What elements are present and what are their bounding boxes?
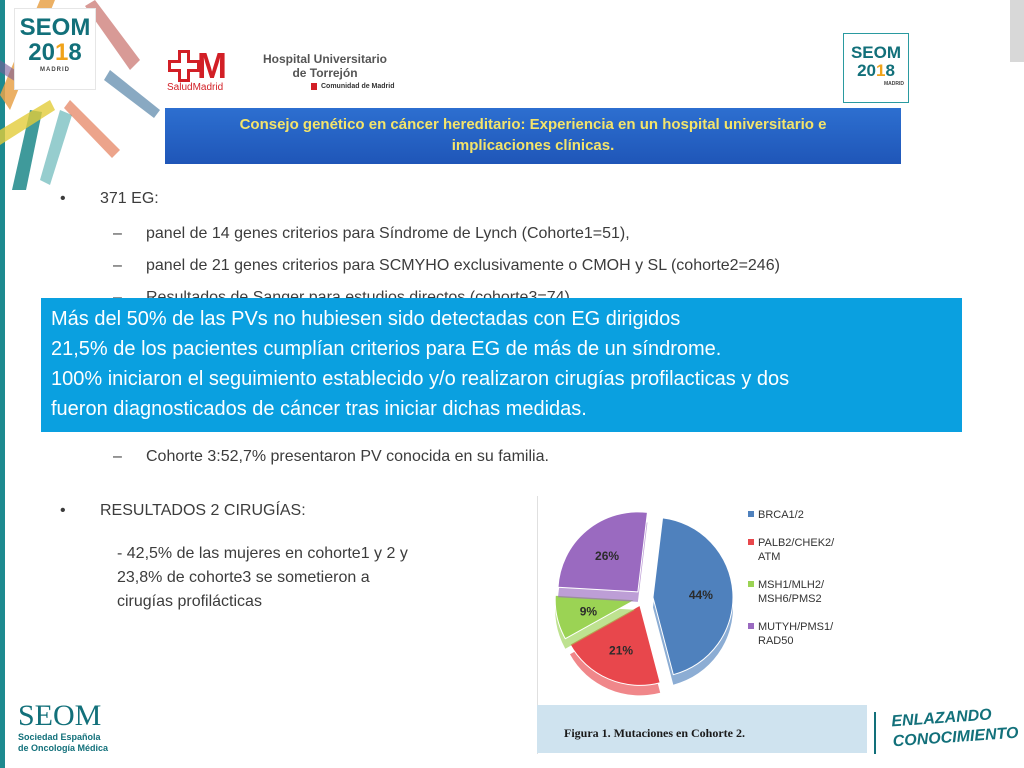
highlight-line: 21,5% de los pacientes cumplían criterios para EG de más de un síndrome. bbox=[51, 338, 722, 360]
legend-label: BRCA1/2 bbox=[758, 509, 804, 521]
legend-swatch bbox=[748, 511, 754, 517]
bullet-icon: • bbox=[60, 502, 66, 519]
seom-society-logo: SEOM Sociedad Española de Oncología Médica bbox=[18, 700, 118, 754]
legend-label: RAD50 bbox=[758, 635, 794, 647]
pie-data-label: 26% bbox=[595, 549, 620, 564]
salud-madrid-label: SaludMadrid bbox=[167, 82, 224, 93]
seom-logo-city: MADRID bbox=[884, 81, 904, 87]
slide-title-line1: Consejo genético en cáncer hereditario: Experiencia en un hospital universitario e bbox=[239, 116, 827, 133]
dash-icon: – bbox=[113, 448, 122, 465]
seom-logo-text: SEOM bbox=[19, 14, 91, 41]
highlight-callout bbox=[41, 298, 962, 432]
enlazando-divider bbox=[874, 712, 876, 754]
legend-label: ATM bbox=[758, 551, 781, 563]
hospital-header bbox=[165, 46, 421, 98]
highlight-line: 100% iniciaron el seguimiento establecido y/o realizaron cirugías profilacticas y dos bbox=[51, 368, 790, 390]
legend-swatch bbox=[748, 539, 754, 545]
pie-data-label: 44% bbox=[688, 588, 713, 603]
seom-2018-logo-right bbox=[843, 33, 909, 103]
slide-title-line2: implicaciones clínicas. bbox=[451, 137, 615, 154]
dash-icon: – bbox=[113, 225, 122, 242]
seom-society-name: SEOM bbox=[18, 699, 102, 732]
legend-label: MUTYH/PMS1/ bbox=[758, 621, 834, 633]
dash-icon: – bbox=[113, 257, 122, 274]
seom-logo-text: SEOM bbox=[850, 43, 902, 62]
bullet-resultados: RESULTADOS 2 CIRUGÍAS: bbox=[100, 502, 306, 519]
seom-logo-city: MADRID bbox=[40, 67, 70, 73]
seom-2018-logo bbox=[14, 8, 96, 90]
enlazando-conocimiento-logo: ENLAZANDO CONOCIMIENTO bbox=[890, 706, 1020, 751]
legend-label: MSH6/PMS2 bbox=[758, 593, 822, 605]
sub-item-cohorte3-result: Cohorte 3:52,7% presentaron PV conocida en su familia. bbox=[146, 448, 549, 465]
pie-data-label: 9% bbox=[579, 604, 598, 619]
legend-swatch bbox=[748, 581, 754, 587]
legend-label: PALB2/CHEK2/ bbox=[758, 537, 835, 549]
pie-chart bbox=[538, 496, 868, 706]
pie-data-label: 21% bbox=[609, 643, 634, 658]
highlight-line: fueron diagnosticados de cáncer tras iniciar dichas medidas. bbox=[51, 398, 587, 420]
seom-logo-year: 2018 bbox=[28, 39, 82, 66]
sub-item-cohorte2: panel de 21 genes criterios para SCMYHO exclusivamente o CMOH y SL (cohorte2=246) bbox=[146, 257, 780, 274]
bullet-371-eg: 371 EG: bbox=[100, 190, 159, 207]
salud-madrid-m-icon: M bbox=[197, 45, 227, 86]
highlight-line: Más del 50% de las PVs no hubiesen sido detectadas con EG dirigidos bbox=[51, 308, 681, 330]
right-edge-tab bbox=[1010, 0, 1024, 62]
bullet-icon: • bbox=[60, 190, 66, 207]
comunidad-flag-icon bbox=[311, 83, 317, 90]
sub-item-cohorte1: panel de 14 genes criterios para Síndrome de Lynch (Cohorte1=51), bbox=[146, 225, 630, 242]
legend-label: MSH1/MLH2/ bbox=[758, 579, 825, 591]
resultados-paragraph: - 42,5% de las mujeres en cohorte1 y 2 y 23,8% de cohorte3 se sometieron a cirugías profilácticas bbox=[117, 545, 408, 610]
chart-caption: Figura 1. Mutaciones en Cohorte 2. bbox=[564, 726, 745, 740]
seom-logo-year: 2018 bbox=[857, 61, 895, 80]
comunidad-madrid-label: Comunidad de Madrid bbox=[321, 83, 395, 90]
slide-title-banner bbox=[165, 108, 901, 164]
hospital-name: Hospital Universitario de Torrejón bbox=[262, 52, 388, 80]
legend-swatch bbox=[748, 623, 754, 629]
